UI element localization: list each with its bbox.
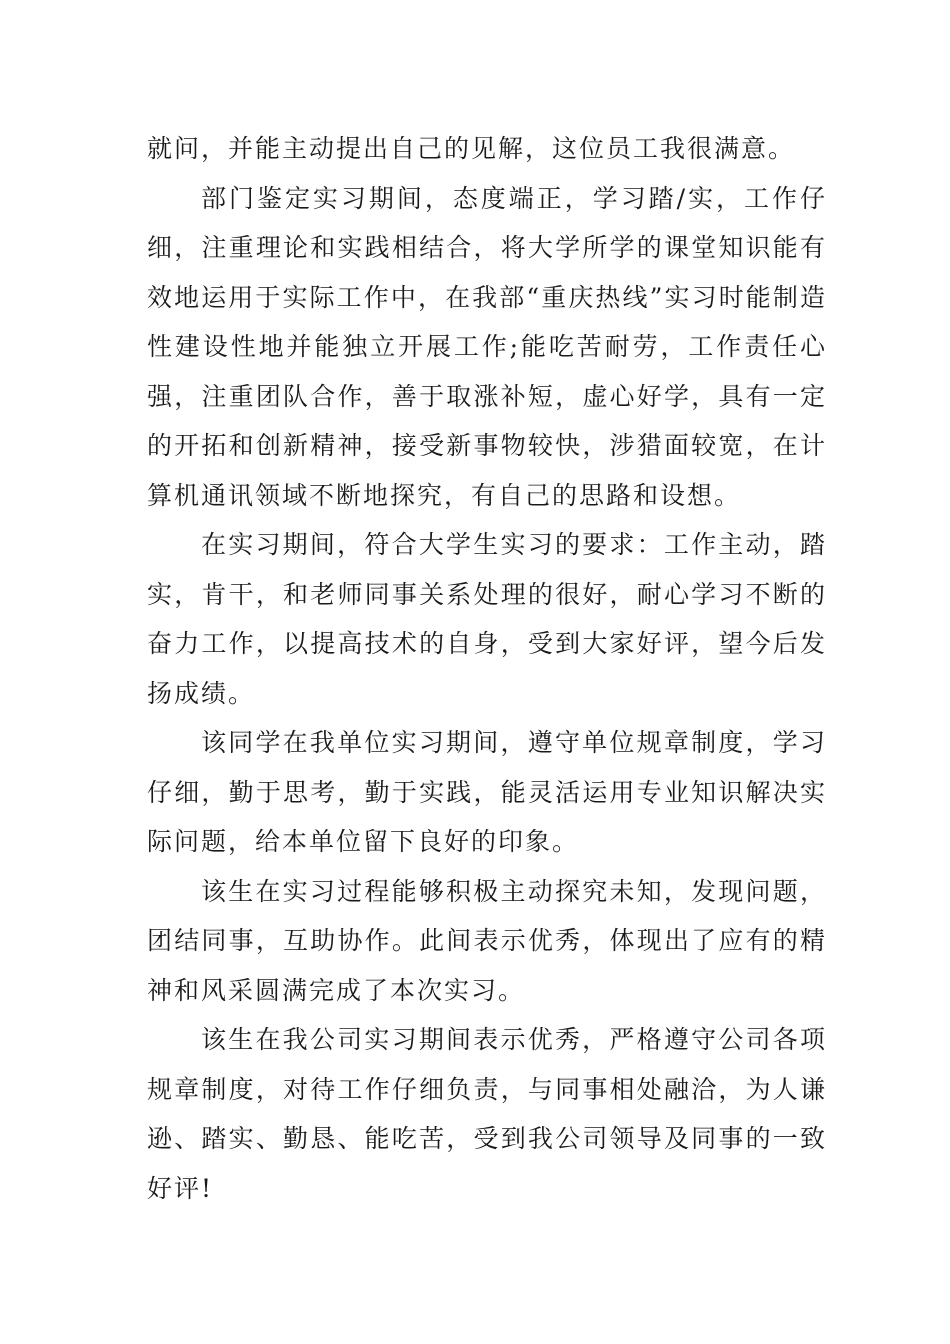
paragraph-company-evaluation: 该生在我公司实习期间表示优秀，严格遵守公司各项规章制度，对待工作仔细负责，与同事相处融洽，为人谦逊、踏实、勤恳、能吃苦，受到我公司领导及同事的一致好评! <box>147 1025 827 1203</box>
paragraph-internship-requirements: 在实习期间，符合大学生实习的要求：工作主动，踏实，肯干，和老师同事关系处理的很好，耐心学习不断的奋力工作，以提高技术的自身，受到大家好评，望今后发扬成绩。 <box>147 530 827 708</box>
paragraph-continuation: 就问，并能主动提出自己的见解，这位员工我很满意。 <box>147 134 796 163</box>
paragraph-unit-rules: 该同学在我单位实习期间，遵守单位规章制度，学习仔细，勤于思考，勤于实践，能灵活运用专业知识解决实际问题，给本单位留下良好的印象。 <box>147 728 827 856</box>
paragraph-proactive-exploration: 该生在实习过程能够积极主动探究未知，发现问题，团结同事，互助协作。此间表示优秀，体现出了应有的精神和风采圆满完成了本次实习。 <box>147 876 827 1005</box>
document-body <box>147 124 827 1213</box>
paragraph-department-appraisal: 部门鉴定实习期间，态度端正，学习踏/实，工作仔细，注重理论和实践相结合，将大学所学的课堂知识能有效地运用于实际工作中，在我部“重庆热线”实习时能制造性建设性地并能独立开展工作;能吃苦耐劳，工作责任心强，注重团队合作，善于取涨补短，虚心好学，具有一定的开拓和创新精神，接受新事物较快，涉猎面较宽，在计算机通讯领域不断地探究，有自己的思路和设想。 <box>147 183 827 510</box>
